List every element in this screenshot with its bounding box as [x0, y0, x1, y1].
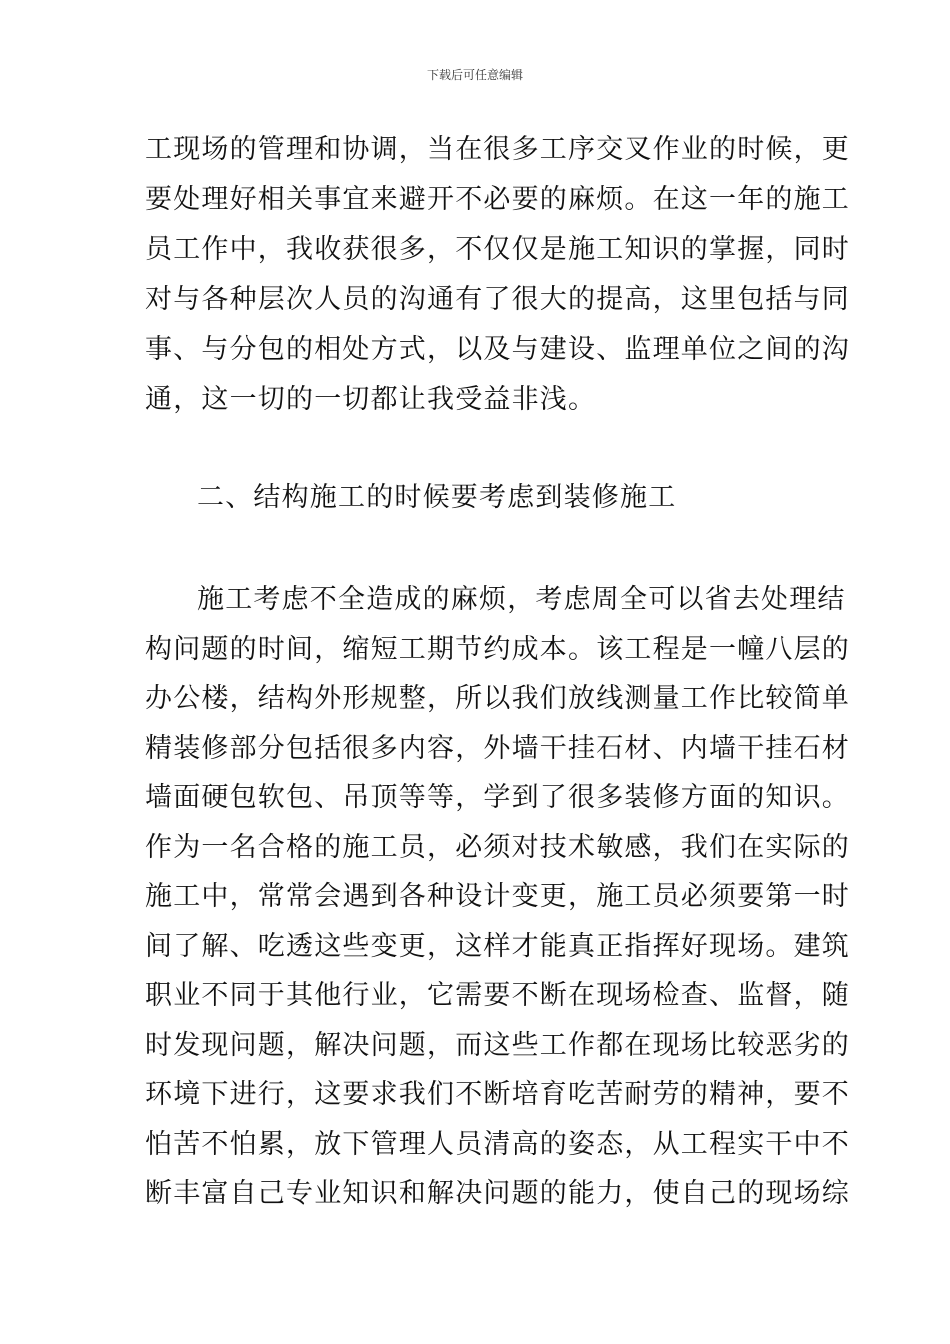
text-line: 员工作中，我收获很多，不仅仅是施工知识的掌握，同时 [145, 234, 850, 265]
text-line: 施工考虑不全造成的麻烦，考虑周全可以省去处理结 [197, 584, 846, 615]
text-line: 时发现问题，解决问题，而这些工作都在现场比较恶劣的 [145, 1030, 850, 1061]
text-line: 断丰富自己专业知识和解决问题的能力，使自己的现场综 [145, 1178, 850, 1209]
header-note: 下载后可任意编辑 [426, 68, 523, 82]
text-line: 间了解、吃透这些变更，这样才能真正指挥好现场。建筑 [145, 931, 850, 962]
text-line: 办公楼，结构外形规整，所以我们放线测量工作比较简单 [145, 683, 850, 714]
text-line: 要处理好相关事宜来避开不必要的麻烦。在这一年的施工 [145, 184, 850, 215]
text-line: 职业不同于其他行业，它需要不断在现场检查、监督，随 [145, 980, 850, 1011]
section-heading: 二、结构施工的时候要考虑到装修施工 [197, 482, 677, 513]
text-line: 构问题的时间，缩短工期节约成本。该工程是一幢八层的 [145, 634, 850, 665]
text-line: 精装修部分包括很多内容，外墙干挂石材、内墙干挂石材 [145, 733, 850, 764]
text-line: 环境下进行，这要求我们不断培育吃苦耐劳的精神，要不 [145, 1079, 850, 1110]
text-line: 通，这一切的一切都让我受益非浅。 [145, 384, 597, 415]
text-line: 施工中，常常会遇到各种设计变更，施工员必须要第一时 [145, 881, 850, 912]
text-line: 事、与分包的相处方式，以及与建设、监理单位之间的沟 [145, 334, 850, 365]
text-line: 工现场的管理和协调，当在很多工序交叉作业的时候，更 [145, 134, 850, 165]
text-line: 怕苦不怕累，放下管理人员清高的姿态，从工程实干中不 [145, 1129, 850, 1160]
text-line: 作为一名合格的施工员，必须对技术敏感，我们在实际的 [145, 832, 850, 863]
text-line: 对与各种层次人员的沟通有了很大的提高，这里包括与同 [145, 284, 850, 315]
text-line: 墙面硬包软包、吊顶等等，学到了很多装修方面的知识。 [145, 782, 850, 813]
